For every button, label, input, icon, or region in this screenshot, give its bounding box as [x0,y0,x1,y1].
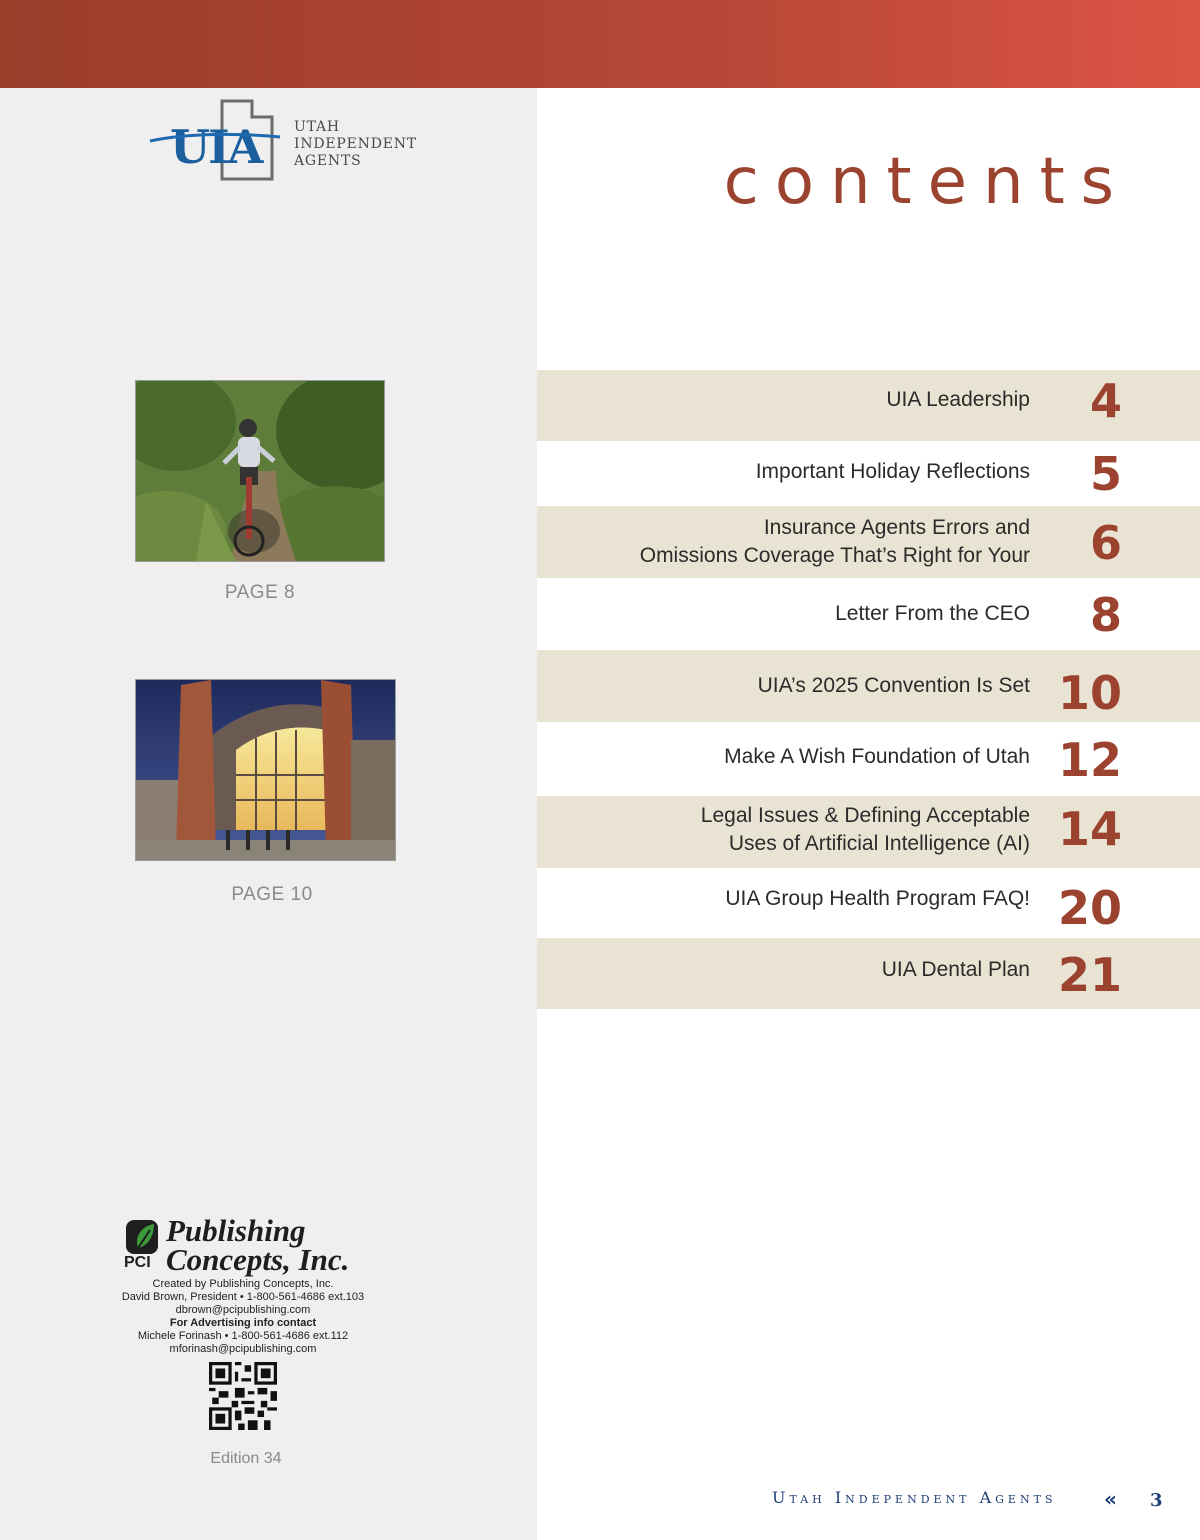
pci-abbreviation: PCI [124,1254,151,1271]
mountain-biker-photo[interactable] [135,380,385,562]
publisher-email-2[interactable]: mforinash@pcipublishing.com [169,1343,317,1355]
toc-entry-title-line1: Insurance Agents Errors and [763,516,1030,539]
header-bar [0,0,1200,88]
publication-name: Utah Independent Agents [772,1488,1057,1507]
building-entrance-photo[interactable] [135,679,396,861]
qr-code-icon[interactable] [209,1362,277,1430]
toc-entry-title: UIA’s 2025 Convention Is Set [757,674,1030,697]
toc-entry-title: UIA Leadership [886,388,1030,411]
toc-entry-page: 20 [1057,881,1122,935]
utah-state-outline-icon [148,97,288,187]
toc-entry-title-line2: Omissions Coverage That’s Right for Your [639,544,1030,567]
toc-entry-page: 4 [1089,374,1122,428]
publisher-president-line: David Brown, President • 1-800-561-4686 ext.103 [121,1291,365,1303]
toc-entry[interactable] [537,441,1200,506]
toc-entry-title: UIA Group Health Program FAQ! [725,887,1030,910]
toc-entry-page: 12 [1057,733,1122,787]
toc-entry[interactable] [537,650,1200,722]
publisher-contact-info [100,1278,386,1356]
page-title: contents [723,145,1130,219]
publisher-credit: Created by Publishing Concepts, Inc. [152,1278,334,1290]
toc-entry-title-line1: Legal Issues & Defining Acceptable [700,804,1030,827]
toc-entry[interactable] [537,370,1200,441]
uia-logo [148,97,428,187]
logo-line-agents: AGENTS [294,153,362,169]
toc-entry-page: 10 [1057,666,1122,720]
logo-line-utah: UTAH [294,119,340,135]
toc-entry[interactable] [537,868,1200,938]
logo-line-independent: INDEPENDENT [294,136,417,152]
page-number: 3 [1150,1490,1163,1511]
toc-entry-page: 14 [1057,802,1122,856]
toc-entry-page: 6 [1089,516,1122,570]
publisher-name [166,1213,350,1277]
publishing-concepts-logo [124,1213,384,1278]
publisher-email-1[interactable]: dbrown@pcipublishing.com [175,1304,311,1316]
svg-text:UIA: UIA [170,120,262,174]
photo-caption-page-8: PAGE 8 [224,582,296,603]
toc-entry-title [701,802,1030,858]
edition-label: Edition 34 [210,1450,282,1467]
toc-entry-title [640,514,1030,570]
toc-entry-title: Make A Wish Foundation of Utah [724,745,1030,768]
toc-entry-title-line2: Uses of Artificial Intelligence (AI) [728,832,1030,855]
toc-entry-title: UIA Dental Plan [881,958,1030,981]
toc-entry-title: Important Holiday Reflections [755,460,1030,483]
toc-entry-page: 5 [1089,447,1122,501]
toc-entry[interactable] [537,796,1200,868]
toc-entry[interactable] [537,578,1200,650]
advertising-contact-line: Michele Forinash • 1-800-561-4686 ext.112 [137,1330,349,1342]
toc-entry-title: Letter From the CEO [835,602,1030,625]
toc-entry[interactable] [537,722,1200,796]
pci-leaf-icon [124,1218,160,1256]
double-chevron-left-icon: « [1104,1487,1117,1511]
toc-entry-page: 21 [1057,948,1122,1002]
advertising-heading: For Advertising info contact [169,1317,317,1329]
publisher-name-line2: Concepts, Inc. [166,1242,350,1277]
toc-entry-page: 8 [1089,588,1122,642]
toc-entry[interactable] [537,506,1200,578]
publisher-name-line1: Publishing [166,1213,306,1248]
uia-wordmark [294,119,417,170]
toc-entry[interactable] [537,938,1200,1009]
photo-caption-page-10: PAGE 10 [231,884,313,905]
